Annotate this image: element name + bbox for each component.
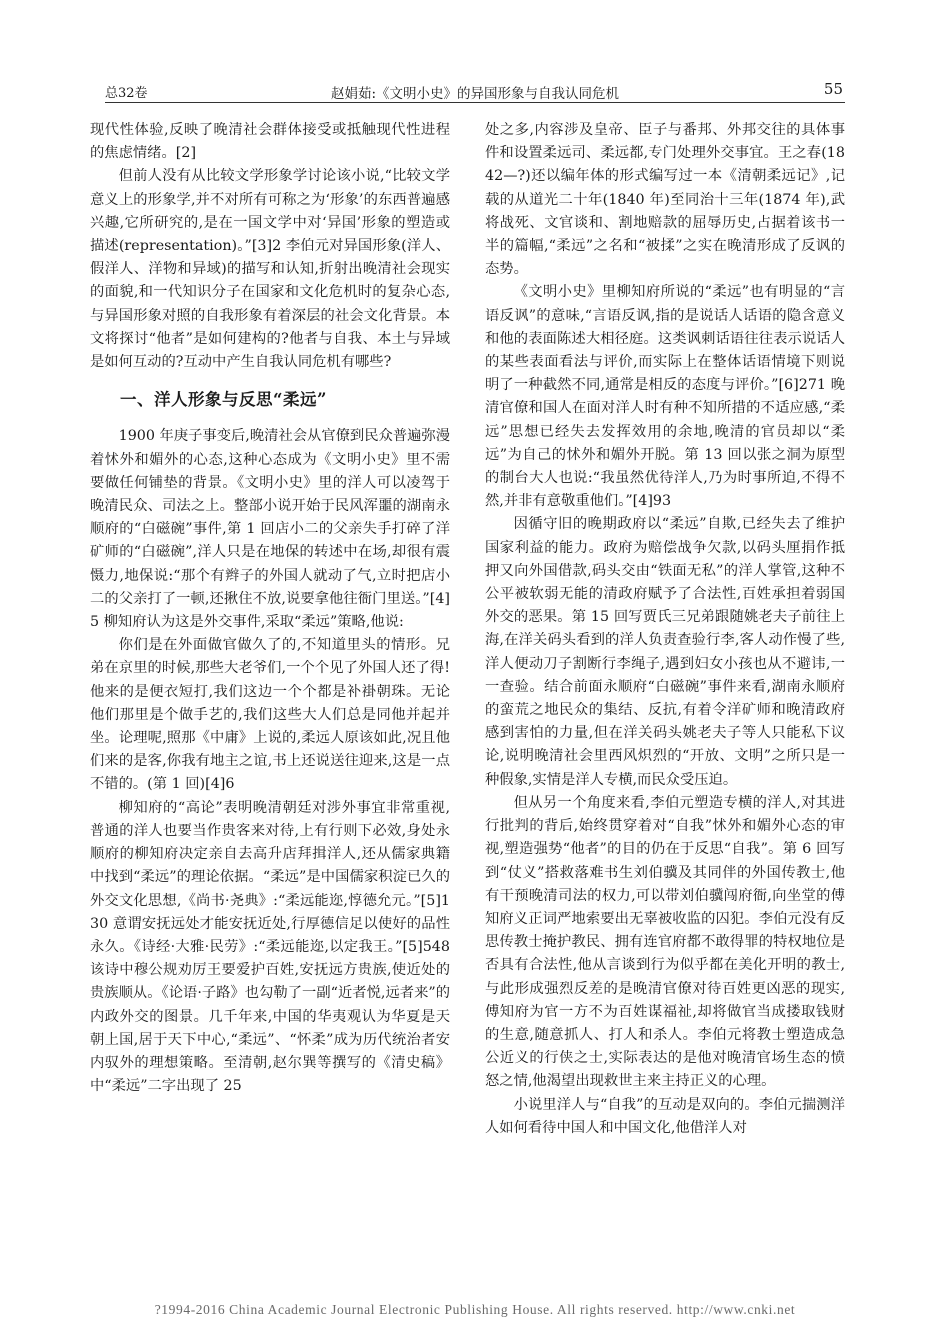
section-heading: 一、洋人形象与反思“柔远” [120, 390, 327, 410]
running-title: 赵娟茹:《文明小史》的异国形象与自我认同危机 [330, 86, 620, 102]
header-rule [105, 102, 845, 103]
copyright-footer: ?1994-2016 China Academic Journal Electronic Publishing House. All rights reserved. http://www.cnki.net [154, 1302, 796, 1317]
paragraph-body-start: 处之多,内容涉及皇帝、臣子与番邦、外邦交往的具体事件和设置柔远司、柔远都,专门处理外交事宜。 [485, 122, 845, 162]
paragraph: 但前人没有从比较文学形象学讨论该小说,“比较文学意义上的形象学,并不对所有可称之为‘形象’的东西普遍感兴趣,它所研究的,是在一国文学中对‘异国’形象的塑造或描述(representation)。”[3]2 李伯元对异国形象(洋人、假洋人、洋物和异域)的描写和认知,折射出晚清社会现实的面貌,和一代知识分子在国家和文化危机时的复杂心态,与异国形象对照的自我形象有着深层的社会文化背景。本文将探讨“他者”是如何建构的?他者与自我、本土与异域是如何互动的?互动中产生自我认同危机有哪些? [90, 168, 450, 371]
page-number: 55 [823, 80, 843, 98]
right-column [485, 119, 845, 1140]
page-header [105, 72, 845, 102]
paragraph-continued [485, 119, 845, 281]
block-quote: 你们是在外面做官做久了的,不知道里头的情形。兄弟在京里的时候,那些大老爷们,一个个见了外国人还了得!他来的是便衣短打,我们这边一个个都是补褂朝珠。无论他们那里是个做手艺的,我们这些大人们总是同他并起并坐。论理呢,照那《中庸》上说的,柔远人原该如此,况且他们来的是客,你我有地主之谊,书上还说送往迎来,这是一点不错的。(第 1 回)[4]6 [90, 637, 450, 793]
journal-volume: 总32卷 [105, 86, 148, 101]
paragraph: 小说里洋人与“自我”的互动是双向的。李伯元揣测洋人如何看待中国人和中国文化,他借洋人对 [485, 1096, 845, 1136]
paragraph: 《文明小史》里柳知府所说的“柔远”也有明显的“言语反讽”的意味,“言语反讽,指的是说话人话语的隐含意义和他的表面陈述大相径庭。这类讽刺话语往往表示说话人的某些表面看法与评价,而实际上在整体话语情境下则说明了一种截然不同,通常是相反的态度与评价。”[6]271 晚清官僚和国人在面对洋人时有种不知所措的不适应感,“柔远”思想已经失去发挥效用的余地,晚清的官员却以“柔远”为自己的怵外和媚外开脱。第 13 回以张之洞为原型的制台大人也说:“我虽然优待洋人,乃为时事所迫,不得不然,并非有意敬重他们。”[4]93 [485, 284, 845, 510]
paragraph: 因循守旧的晚期政府以“柔远”自欺,已经失去了维护国家利益的能力。政府为赔偿战争欠款,以码头厘捐作抵押又向外国借款,码头交由“铁面无私”的洋人掌管,这种不公平被软弱无能的清政府赋予了合法性,百姓承担着弱国外交的恶果。第 15 回写贾氏三兄弟跟随姚老夫子前往上海,在洋关码头看到的洋人负责查验行李,客人动作慢了些,洋人便动刀子割断行李绳子,遇到妇女小孩也从不避讳,一一查验。结合前面永顺府“白磁碗”事件来看,湖南永顺府的蛮荒之地民众的集结、反抗,有着令洋矿师和晚清政府感到害怕的力量,但在洋关码头姚老夫子等人只能私下议论,说明晚清社会里西风炽烈的“开放、文明”之所只是一种假象,实情是洋人专横,而民众受压迫。 [485, 516, 845, 788]
paragraph: 1900 年庚子事变后,晚清社会从官僚到民众普遍弥漫着怵外和媚外的心态,这种心态成为《文明小史》里不需要做任何铺垫的背景。《文明小史》里的洋人可以凌驾于晚清民众、司法之上。整部小说开始于民风浑噩的湖南永顺府的“白磁碗”事件,第 1 回店小二的父亲失手打碎了洋矿师的“白磁碗”,洋人只是在地保的转述中在场,却很有震慑力,地保说:“那个有辫子的外国人就动了气,立时把店小二的父亲打了一顿,还揪住不放,说要拿他往衙门里送。”[4]5 柳知府认为这是外交事件,采取“柔远”策略,他说: [90, 428, 451, 631]
paragraph-prefix: 王之春(1842—?)还以编年体的形式编写过一本 [485, 145, 845, 185]
paragraph-body: 《清朝柔远记》,记载的从道光二十年(1840 年)至同治十三年(1874 年),武将战死、文官谈和、割地赔款的屈辱历史,占据着该书一半的篇幅,“柔远”之名和“被揉”之实在晚清形成了反讽的态势。 [485, 168, 846, 278]
paragraph: 柳知府的“高论”表明晚清朝廷对涉外事宜非常重视,普通的洋人也要当作贵客来对待,上有行则下必效,身处永顺府的柳知府决定亲自去高升店拜揖洋人,还从儒家典籍中找到“柔远”的理论依据。“柔远”是中国儒家积淀已久的外交文化思想,《尚书·尧典》:“柔远能迩,惇德允元。”[5]130 意谓安抚远处才能安抚近处,行厚德信足以使好的品性永久。《诗经·大雅·民劳》:“柔远能迩,以定我王。”[5]548 该诗中穆公规劝厉王要爱护百姓,安抚远方贵族,使近处的贵族顺从。《论语·子路》也勾勒了一副“近者悦,远者来”的内政外交的图景。几千年来,中国的华夷观认为华夏是天朝上国,居于天下中心,“柔远”、“怀柔”成为历代统治者安内驭外的理想策略。至清朝,赵尔巽等撰写的《清史稿》中“柔远”二字出现了 25 [90, 799, 450, 1095]
paragraph: 但从另一个角度来看,李伯元塑造专横的洋人,对其进行批判的背后,始终贯穿着对“自我”怵外和媚外心态的审视,塑造强势“他者”的目的仍在于反思“自我”。第 6 回写到“仗义”搭救落难书生刘伯骥及其同伴的外国传教士,他有干预晚清司法的权力,可以带刘伯骥闯府衙,向坐堂的傅知府义正词严地索要出无辜被收监的囚犯。李伯元没有反思传教士掩护教民、拥有连官府都不敢得罪的特权地位是否具有合法性,他从言谈到行为似乎都在美化开明的教士,与此形成强烈反差的是晚清官僚对待百姓更凶恶的现实,傅知府为官一方不为百姓谋福祉,却将做官当成搂取钱财的生意,随意抓人、打人和杀人。李伯元将教士塑造成急公近义的行侠之士,实际表达的是他对晚清官场生态的愤怒之情,他渴望出现救世主来主持正义的心理。 [485, 794, 845, 1090]
left-column [90, 119, 450, 1098]
paragraph-continued: 现代性体验,反映了晚清社会群体接受或抵触现代性进程的焦虑情绪。[2] [90, 122, 450, 162]
